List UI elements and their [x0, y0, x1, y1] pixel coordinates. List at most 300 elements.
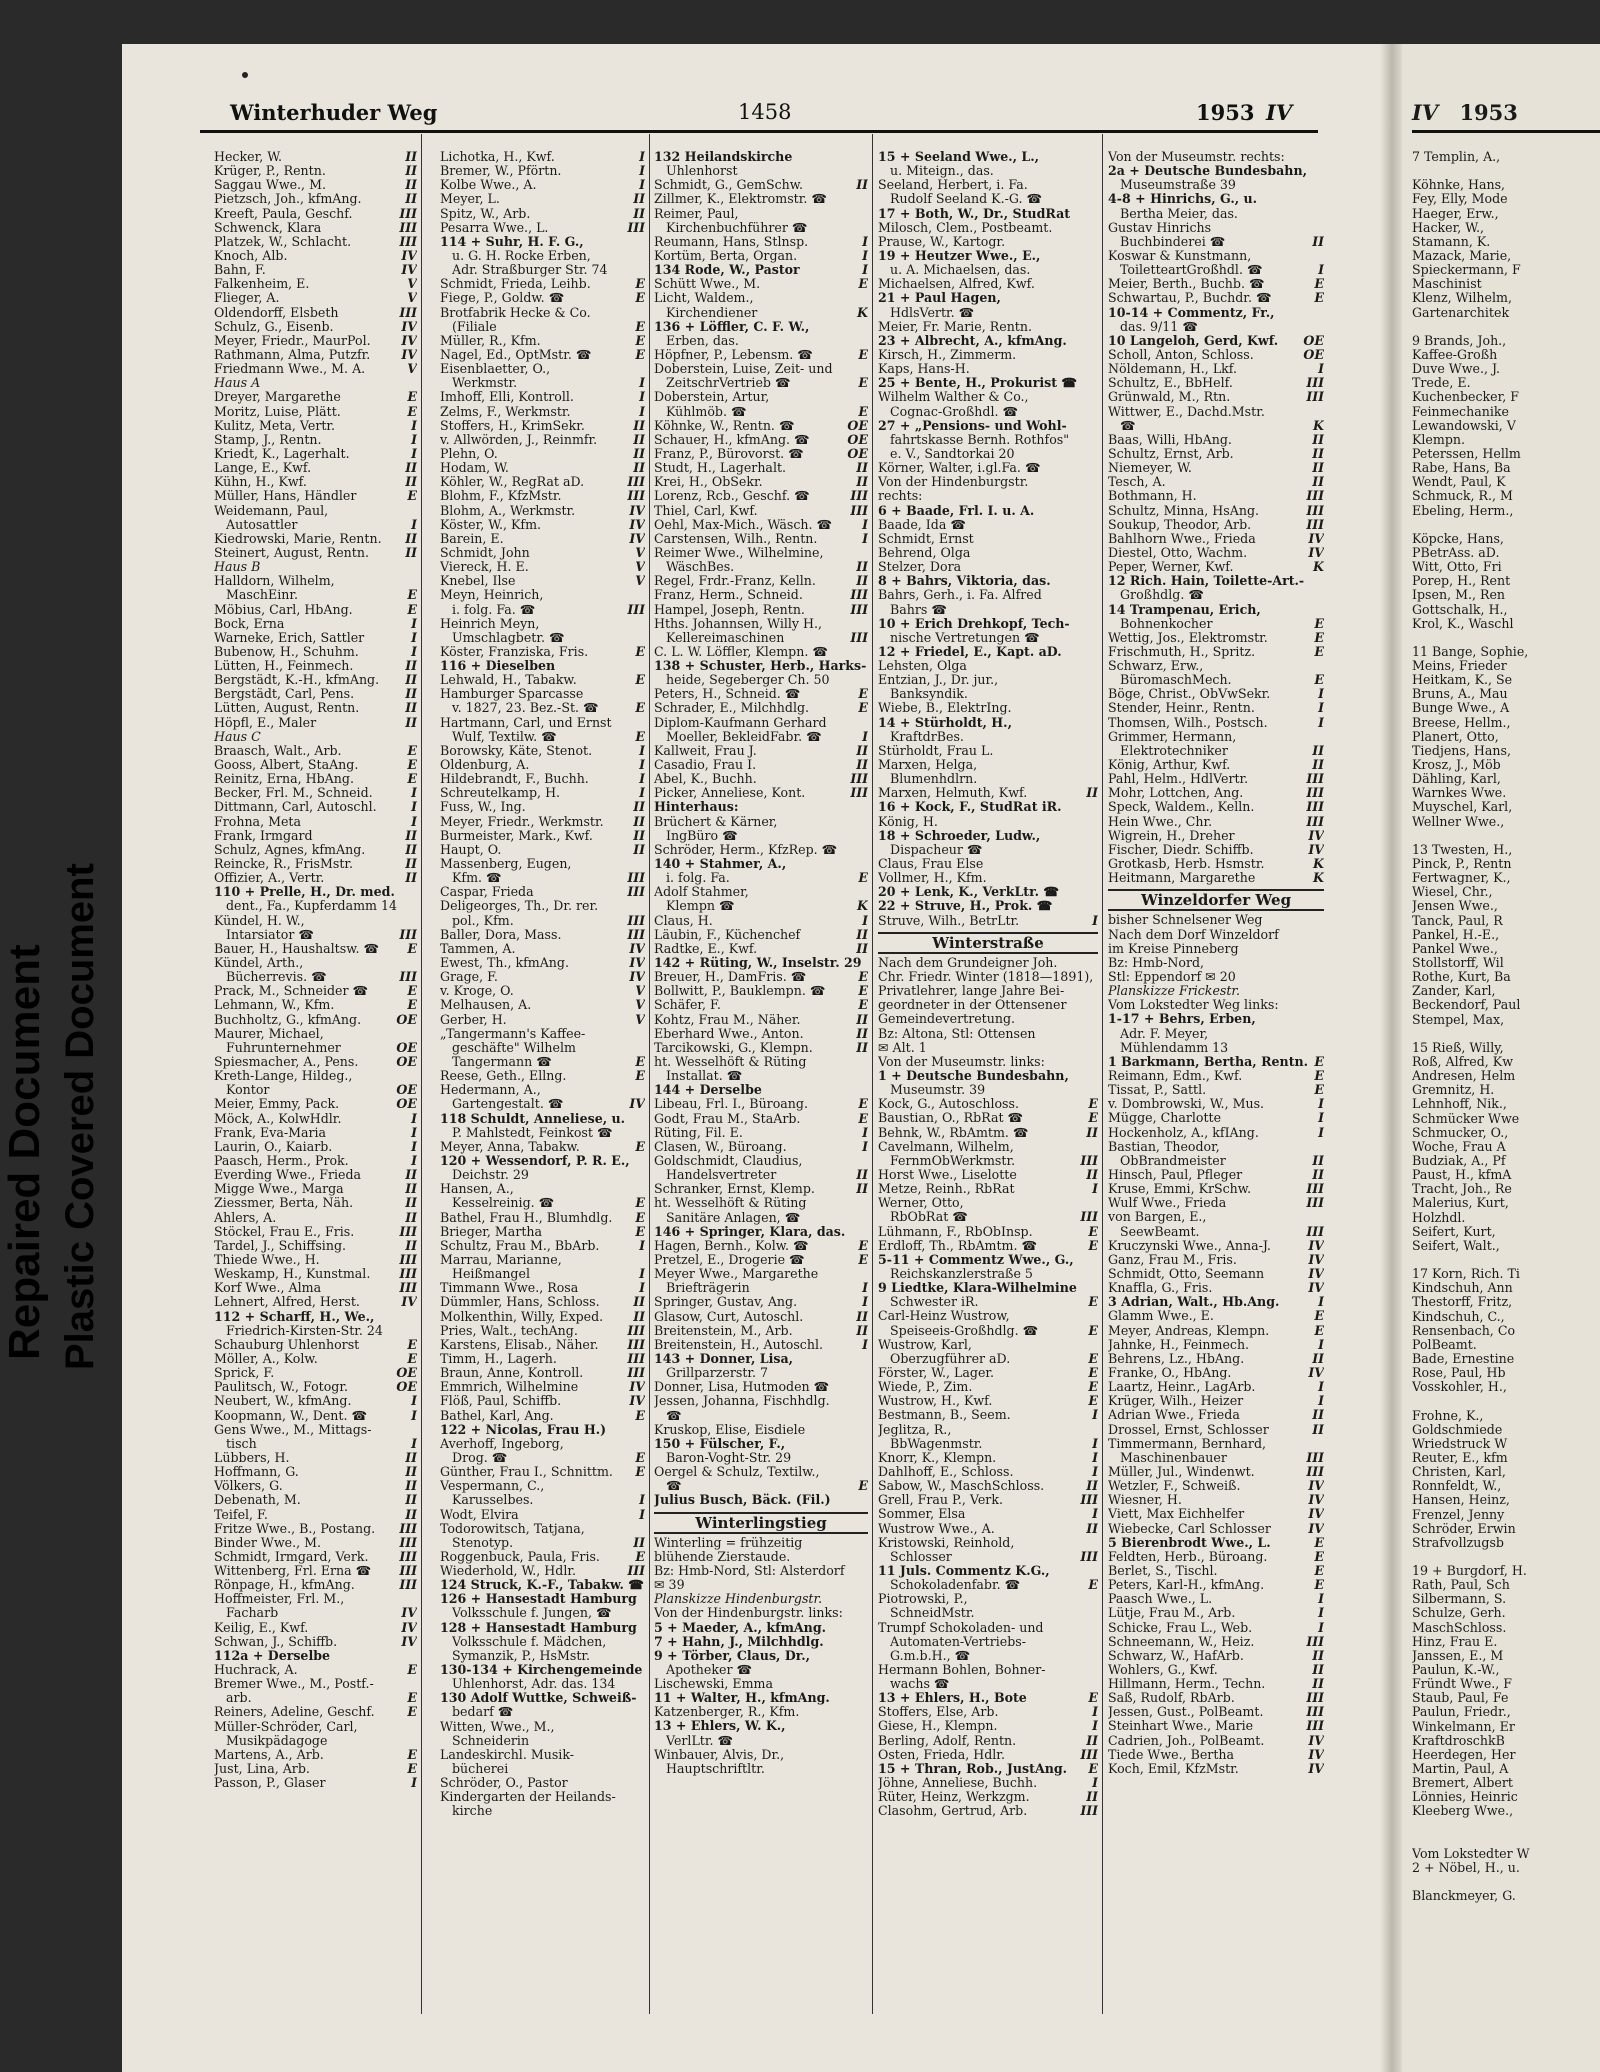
entry-text: Gustav Hinrichs	[1108, 220, 1212, 235]
floor-marker: I	[639, 743, 645, 758]
floor-marker: II	[405, 461, 417, 476]
entry-text: Rüter, Heinz, Werkzgm.	[878, 1790, 1030, 1805]
directory-entry	[440, 1705, 645, 1719]
facing-page-entry: Gottschalk, H.,	[1412, 602, 1508, 617]
floor-marker: E	[635, 644, 645, 659]
floor-marker: II	[405, 545, 417, 560]
directory-entry	[878, 786, 1098, 800]
entry-text: Just, Lina, Arb.	[214, 1762, 310, 1777]
directory-entry	[440, 235, 645, 249]
entry-text: 1-17 + Behrs, Erben,	[1108, 1012, 1256, 1027]
directory-entry	[214, 659, 417, 673]
directory-entry	[1108, 1210, 1324, 1224]
directory-entry	[214, 687, 417, 701]
repaired-document-label: Repaired Document	[0, 944, 49, 1360]
directory-entry	[1108, 998, 1324, 1012]
facing-page-entry: Kleeberg Wwe.,	[1412, 1804, 1514, 1819]
directory-entry	[654, 1380, 868, 1394]
directory-entry	[878, 1748, 1098, 1762]
header-year: 1953	[1196, 100, 1255, 125]
directory-entry	[440, 1253, 645, 1267]
facing-page-entry: Haeger, Erw.,	[1412, 206, 1499, 221]
entry-text: Schwarz, Erw.,	[1108, 659, 1204, 674]
directory-entry	[440, 390, 645, 404]
directory-entry	[878, 1069, 1098, 1083]
floor-marker: E	[1088, 1323, 1098, 1338]
floor-marker: E	[858, 1479, 868, 1494]
floor-marker: IV	[1308, 1747, 1324, 1762]
floor-marker: E	[858, 984, 868, 999]
entry-text: 1 + Deutsche Bundesbahn,	[878, 1069, 1069, 1084]
floor-marker: I	[1092, 1450, 1098, 1465]
entry-text: Behrend, Olga	[878, 545, 971, 560]
entry-text: 5 Bierenbrodt Wwe., L.	[1108, 1535, 1271, 1550]
facing-page-entry: Krosz, J., Möb	[1412, 758, 1501, 773]
facing-page-entry: Pinck, P., Rentn	[1412, 857, 1512, 872]
directory-entry	[878, 914, 1098, 928]
floor-marker: E	[858, 701, 868, 716]
directory-entry	[878, 687, 1098, 701]
entry-text: Fritze Wwe., B., Postang.	[214, 1521, 376, 1536]
directory-entry	[1108, 1140, 1324, 1154]
floor-marker: III	[1306, 1464, 1324, 1479]
directory-entry	[440, 461, 645, 475]
floor-marker: I	[411, 800, 417, 815]
entry-text: Kriedt, K., Lagerhalt.	[214, 446, 350, 461]
entry-text: Imhoff, Elli, Kontroll.	[440, 390, 574, 405]
floor-marker: III	[1306, 814, 1324, 829]
directory-entry	[654, 1663, 868, 1677]
directory-entry	[214, 701, 417, 715]
entry-text: Osten, Frieda, Hdlr.	[878, 1747, 1005, 1762]
floor-marker: E	[635, 1450, 645, 1465]
entry-text: pol., Kfm.	[452, 913, 514, 928]
directory-column-4	[878, 150, 1098, 1818]
directory-entry	[440, 956, 645, 970]
entry-text: Binder Wwe., M.	[214, 1535, 322, 1550]
directory-entry	[440, 829, 645, 843]
directory-entry	[214, 1592, 417, 1606]
directory-entry	[440, 843, 645, 857]
entry-text: Falkenheim, E.	[214, 277, 310, 292]
directory-entry	[440, 1055, 645, 1069]
entry-text: Baade, Ida ☎	[878, 517, 967, 532]
page-mark	[242, 72, 248, 78]
directory-entry	[440, 291, 645, 305]
entry-text: Förster, W., Lager.	[878, 1365, 995, 1380]
directory-entry	[654, 263, 868, 277]
floor-marker: III	[627, 1564, 645, 1579]
facing-page-entry: Kindschuh, C.,	[1412, 1309, 1505, 1324]
directory-entry	[654, 461, 868, 475]
floor-marker: III	[1306, 1224, 1324, 1239]
entry-text: Drossel, Ernst, Schlosser	[1108, 1422, 1269, 1437]
floor-marker: II	[1312, 743, 1324, 758]
floor-marker: E	[858, 1252, 868, 1267]
floor-marker: IV	[401, 1620, 417, 1635]
entry-text: Buchbinderei ☎	[1120, 234, 1226, 249]
entry-text: Stender, Heinr., Rentn.	[1108, 701, 1255, 716]
entry-text: 143 + Donner, Lisa,	[654, 1351, 794, 1366]
directory-entry	[214, 1734, 417, 1748]
directory-entry	[214, 871, 417, 885]
facing-page-entry: Duve Wwe., J.	[1412, 362, 1501, 377]
directory-entry	[878, 1309, 1098, 1323]
entry-text: Hansen, A.,	[440, 1182, 514, 1197]
directory-entry	[440, 645, 645, 659]
directory-entry	[440, 1734, 645, 1748]
directory-entry	[1108, 263, 1324, 277]
floor-marker: E	[1314, 1083, 1324, 1098]
floor-marker: K	[1313, 857, 1324, 872]
entry-text: ToiletteartGroßhdl. ☎	[1120, 263, 1263, 278]
floor-marker: E	[1314, 1069, 1324, 1084]
directory-entry	[654, 546, 868, 560]
directory-entry	[440, 277, 645, 291]
directory-entry	[440, 772, 645, 786]
floor-marker: III	[1306, 1182, 1324, 1197]
floor-marker: III	[627, 871, 645, 886]
floor-marker: I	[862, 1139, 868, 1154]
entry-text: Clasohm, Gertrud, Arb.	[878, 1804, 1028, 1819]
directory-entry	[214, 970, 417, 984]
entry-text: bücherei	[452, 1762, 509, 1777]
directory-entry	[878, 1352, 1098, 1366]
floor-marker: E	[1088, 1380, 1098, 1395]
directory-entry	[654, 1578, 868, 1592]
directory-entry	[1108, 461, 1324, 475]
directory-entry	[1108, 489, 1324, 503]
directory-entry	[654, 970, 868, 984]
entry-text: Franz, P., Bürovorst. ☎	[654, 446, 804, 461]
floor-marker: III	[850, 489, 868, 504]
entry-text: Lütten, H., Feinmech.	[214, 659, 354, 674]
entry-text: Koch, Emil, KfzMstr.	[1108, 1761, 1239, 1776]
directory-entry	[440, 914, 645, 928]
entry-text: Wustrow Wwe., A.	[878, 1521, 995, 1536]
directory-entry	[654, 914, 868, 928]
directory-entry	[214, 221, 417, 235]
entry-text: blühende Zierstaude.	[654, 1549, 791, 1564]
facing-page-entry: Kaffee-Großh	[1412, 347, 1498, 362]
entry-text: Thiel, Carl, Kwf.	[654, 503, 758, 518]
floor-marker: III	[399, 1224, 417, 1239]
facing-page-column	[1412, 150, 1600, 1903]
floor-marker: IV	[1308, 531, 1324, 546]
floor-marker: I	[411, 1111, 417, 1126]
entry-text: Melhausen, A.	[440, 998, 532, 1013]
entry-text: Pietzsch, Joh., kfmAng.	[214, 192, 362, 207]
directory-entry	[654, 772, 868, 786]
directory-entry	[214, 461, 417, 475]
entry-text: Von der Museumstr. links:	[878, 1054, 1045, 1069]
entry-text: Struve, Wilh., BetrLtr.	[878, 913, 1020, 928]
entry-text: Horst Wwe., Liselotte	[878, 1168, 1017, 1182]
directory-entry	[440, 532, 645, 546]
entry-text: ✉ Alt. 1	[878, 1040, 927, 1055]
floor-marker: V	[635, 574, 645, 589]
entry-text: Jeglitza, R.,	[878, 1422, 952, 1437]
directory-entry	[654, 1748, 868, 1762]
directory-entry	[214, 249, 417, 263]
directory-entry	[878, 1691, 1098, 1705]
entry-text: Kirsch, H., Zimmerm.	[878, 347, 1017, 362]
directory-entry	[440, 1338, 645, 1352]
floor-marker: II	[633, 206, 645, 221]
directory-entry	[214, 1465, 417, 1479]
entry-text: Wittwer, E., Dachd.Mstr.	[1108, 404, 1265, 419]
facing-page-entry: Heerdegen, Her	[1412, 1747, 1516, 1762]
entry-text: Metze, Reinh., RbRat	[878, 1182, 1015, 1197]
entry-text: Prause, W., Kartogr.	[878, 234, 1006, 249]
entry-text: 5 + Maeder, A., kfmAng.	[654, 1620, 827, 1635]
directory-entry	[214, 1055, 417, 1069]
floor-marker: II	[405, 1493, 417, 1508]
directory-entry	[654, 306, 868, 320]
entry-text: Baas, Willi, HbAng.	[1108, 432, 1232, 447]
entry-text: Marrau, Marianne,	[440, 1252, 562, 1267]
directory-entry	[214, 419, 417, 433]
directory-entry	[440, 1451, 645, 1465]
entry-text: Grünwald, M., Rtn.	[1108, 390, 1231, 405]
entry-text: Grimmer, Hermann,	[1108, 729, 1237, 744]
floor-marker: E	[407, 1663, 417, 1678]
floor-marker: E	[858, 347, 868, 362]
floor-marker: II	[405, 1210, 417, 1225]
floor-marker: IV	[401, 1606, 417, 1621]
floor-marker: E	[1088, 1097, 1098, 1112]
entry-text: Wiebe, B., ElektrIng.	[878, 701, 1012, 716]
floor-marker: III	[1306, 517, 1324, 532]
directory-entry	[440, 1182, 645, 1196]
entry-text: Lange, E., Kwf.	[214, 461, 312, 476]
entry-text: RbObRat ☎	[890, 1210, 968, 1225]
directory-entry	[654, 603, 868, 617]
directory-entry	[214, 1522, 417, 1536]
entry-text: dent., Fa., Kupferdamm 14	[226, 899, 398, 914]
entry-text: 18 + Schroeder, Ludw.,	[878, 828, 1041, 843]
directory-entry	[654, 334, 868, 348]
floor-marker: OE	[1303, 347, 1324, 362]
directory-entry	[878, 235, 1098, 249]
entry-text: Adr. Straßburger Str. 74	[452, 263, 608, 278]
entry-text: Kindergarten der Heilands-	[440, 1790, 616, 1805]
entry-text: 10 Langeloh, Gerd, Kwf.	[1108, 333, 1279, 348]
directory-entry	[1108, 1196, 1324, 1210]
entry-text: Zelms, F., Werkmstr.	[440, 404, 571, 419]
entry-text: Sprick, F.	[214, 1366, 275, 1381]
entry-text: 124 Struck, K.-F., Tabakw. ☎	[440, 1578, 644, 1593]
directory-entry	[654, 1055, 868, 1069]
entry-text: 4-8 + Hinrichs, G., u.	[1108, 192, 1258, 207]
entry-text: Von der Museumstr. rechts:	[1108, 150, 1285, 164]
entry-text: Bahlhorn Wwe., Frieda	[1108, 531, 1256, 546]
floor-marker: III	[399, 1252, 417, 1267]
entry-text: Schwenck, Klara	[214, 220, 322, 235]
directory-entry	[654, 716, 868, 730]
entry-text: Libeau, Frl. I., Büroang.	[654, 1097, 808, 1112]
floor-marker: II	[1312, 461, 1324, 476]
directory-entry	[1108, 772, 1324, 786]
floor-marker: II	[1312, 446, 1324, 461]
directory-entry	[1108, 447, 1324, 461]
entry-text: 15 + Thran, Rob., JustAng.	[878, 1761, 1068, 1776]
entry-text: Banksyndik.	[890, 687, 968, 702]
directory-entry	[440, 1196, 645, 1210]
entry-text: Kesselreinig. ☎	[452, 1196, 555, 1211]
floor-marker: II	[856, 743, 868, 758]
directory-entry	[878, 306, 1098, 320]
entry-text: Kreth-Lange, Hildeg.,	[214, 1069, 353, 1084]
entry-text: tisch	[226, 1436, 257, 1451]
entry-text: Berling, Adolf, Rentn.	[878, 1733, 1017, 1748]
floor-marker: III	[399, 1535, 417, 1550]
floor-marker: I	[1318, 1380, 1324, 1395]
facing-page-entry: Hinz, Frau E.	[1412, 1634, 1498, 1649]
directory-entry	[878, 192, 1098, 206]
floor-marker: E	[1314, 1309, 1324, 1324]
directory-entry	[214, 1663, 417, 1677]
directory-entry	[440, 1691, 645, 1705]
floor-marker: II	[633, 814, 645, 829]
directory-entry	[440, 1324, 645, 1338]
facing-page-entry: Wiesel, Chr.,	[1412, 885, 1493, 900]
entry-text: Stoffers, Else, Arb.	[878, 1705, 999, 1720]
directory-entry	[214, 1564, 417, 1578]
directory-entry	[440, 1508, 645, 1522]
entry-text: Martens, A., Arb.	[214, 1747, 324, 1762]
entry-text: Planskizze Frickestr.	[1108, 984, 1241, 999]
entry-text: Stürholdt, Frau L.	[878, 743, 994, 758]
entry-text: Karusselbes.	[452, 1493, 534, 1508]
directory-entry	[440, 1606, 645, 1620]
entry-text: Timmann Wwe., Rosa	[440, 1281, 579, 1296]
directory-entry	[654, 1069, 868, 1083]
directory-entry	[214, 447, 417, 461]
floor-marker: II	[1086, 1733, 1098, 1748]
directory-entry	[878, 1295, 1098, 1309]
floor-marker: I	[411, 630, 417, 645]
directory-entry	[878, 1451, 1098, 1465]
directory-entry	[1108, 1522, 1324, 1536]
floor-marker: I	[862, 1337, 868, 1352]
directory-entry	[654, 1027, 868, 1041]
directory-entry	[878, 1522, 1098, 1536]
directory-entry	[214, 1578, 417, 1592]
facing-page-entry: Strafvollzugsb	[1412, 1535, 1504, 1550]
directory-entry	[214, 1027, 417, 1041]
directory-entry	[654, 744, 868, 758]
directory-entry	[654, 1083, 868, 1097]
floor-marker: OE	[847, 418, 868, 433]
floor-marker: I	[639, 1267, 645, 1282]
entry-text: Entzian, J., Dr. jur.,	[878, 673, 999, 688]
entry-text: 134 Rode, W., Pastor	[654, 263, 800, 278]
directory-entry	[1108, 1550, 1324, 1564]
directory-entry	[1108, 1182, 1324, 1196]
directory-entry	[1108, 334, 1324, 348]
directory-entry	[654, 1451, 868, 1465]
facing-page-entry	[1412, 320, 1600, 334]
entry-text: Schauer, H., kfmAng. ☎	[654, 432, 810, 447]
floor-marker: I	[411, 1153, 417, 1168]
directory-entry	[654, 164, 868, 178]
entry-text: Ahlers, A.	[214, 1210, 277, 1225]
entry-text: Bergstädt, K.-H., kfmAng.	[214, 673, 380, 688]
entry-text: Reimann, Edm., Kwf.	[1108, 1069, 1243, 1084]
directory-entry	[1108, 1479, 1324, 1493]
floor-marker: I	[411, 814, 417, 829]
entry-text: Schauburg Uhlenhorst	[214, 1337, 360, 1352]
directory-entry	[1108, 1423, 1324, 1437]
entry-text: Hauptschriftltr.	[666, 1761, 765, 1776]
directory-entry	[214, 1748, 417, 1762]
entry-text: fahrtskasse Bernh. Rothfos"	[890, 432, 1070, 447]
header-volume: IV	[1266, 100, 1293, 125]
entry-text: Godt, Frau M., StaArb.	[654, 1111, 801, 1126]
directory-entry	[214, 235, 417, 249]
floor-marker: II	[633, 1309, 645, 1324]
directory-entry	[1108, 1437, 1324, 1451]
entry-text: Speiseeis-Großhdlg. ☎	[890, 1323, 1039, 1338]
entry-text: Brotfabrik Hecke & Co.	[440, 305, 591, 320]
directory-entry	[654, 1267, 868, 1281]
directory-entry	[654, 433, 868, 447]
entry-text: 14 + Stürholdt, H.,	[878, 715, 1012, 730]
directory-entry	[654, 348, 868, 362]
entry-text: Schütt Wwe., M.	[654, 277, 761, 292]
entry-text: Schwartau, P., Buchdr. ☎	[1108, 291, 1272, 306]
floor-marker: I	[1318, 1097, 1324, 1112]
floor-marker: II	[405, 1196, 417, 1211]
facing-page-entry: Budziak, A., Pf	[1412, 1153, 1506, 1168]
entry-text: ☎	[666, 1479, 682, 1494]
directory-entry	[1108, 1564, 1324, 1578]
entry-text: Burmeister, Mark., Kwf.	[440, 828, 593, 843]
entry-text: 10-14 + Commentz, Fr.,	[1108, 305, 1275, 320]
directory-entry	[1108, 1621, 1324, 1635]
directory-entry	[1108, 164, 1324, 178]
floor-marker: III	[627, 1366, 645, 1381]
plastic-covered-label: Plastic Covered Document	[58, 863, 102, 1370]
entry-text: Soukup, Theodor, Arb.	[1108, 517, 1252, 532]
facing-page-entry: PBetrAss. aD.	[1412, 545, 1500, 560]
directory-entry	[1108, 1734, 1324, 1748]
directory-entry	[1108, 277, 1324, 291]
directory-entry	[654, 207, 868, 221]
entry-text: Knaffla, G., Fris.	[1108, 1281, 1213, 1296]
entry-text: Kirchenbuchführer ☎	[666, 220, 808, 235]
directory-entry	[214, 1437, 417, 1451]
entry-text: Stamp, J., Rentn.	[214, 432, 322, 447]
entry-text: Reichskanzlerstraße 5	[890, 1266, 1033, 1281]
directory-entry	[654, 1649, 868, 1663]
entry-text: Schneiderin	[452, 1733, 530, 1748]
directory-entry	[878, 1734, 1098, 1748]
directory-entry	[654, 1536, 868, 1550]
entry-text: Lühmann, F., RbObInsp.	[878, 1224, 1033, 1239]
floor-marker: I	[411, 644, 417, 659]
entry-text: Platzek, W., Schlacht.	[214, 234, 352, 249]
directory-entry	[440, 588, 645, 602]
directory-entry	[214, 1310, 417, 1324]
directory-entry	[654, 291, 868, 305]
directory-entry	[654, 871, 868, 885]
directory-entry	[1108, 390, 1324, 404]
entry-text: Reese, Geth., Ellng.	[440, 1069, 567, 1084]
directory-entry	[1108, 1719, 1324, 1733]
floor-marker: OE	[396, 1040, 417, 1055]
